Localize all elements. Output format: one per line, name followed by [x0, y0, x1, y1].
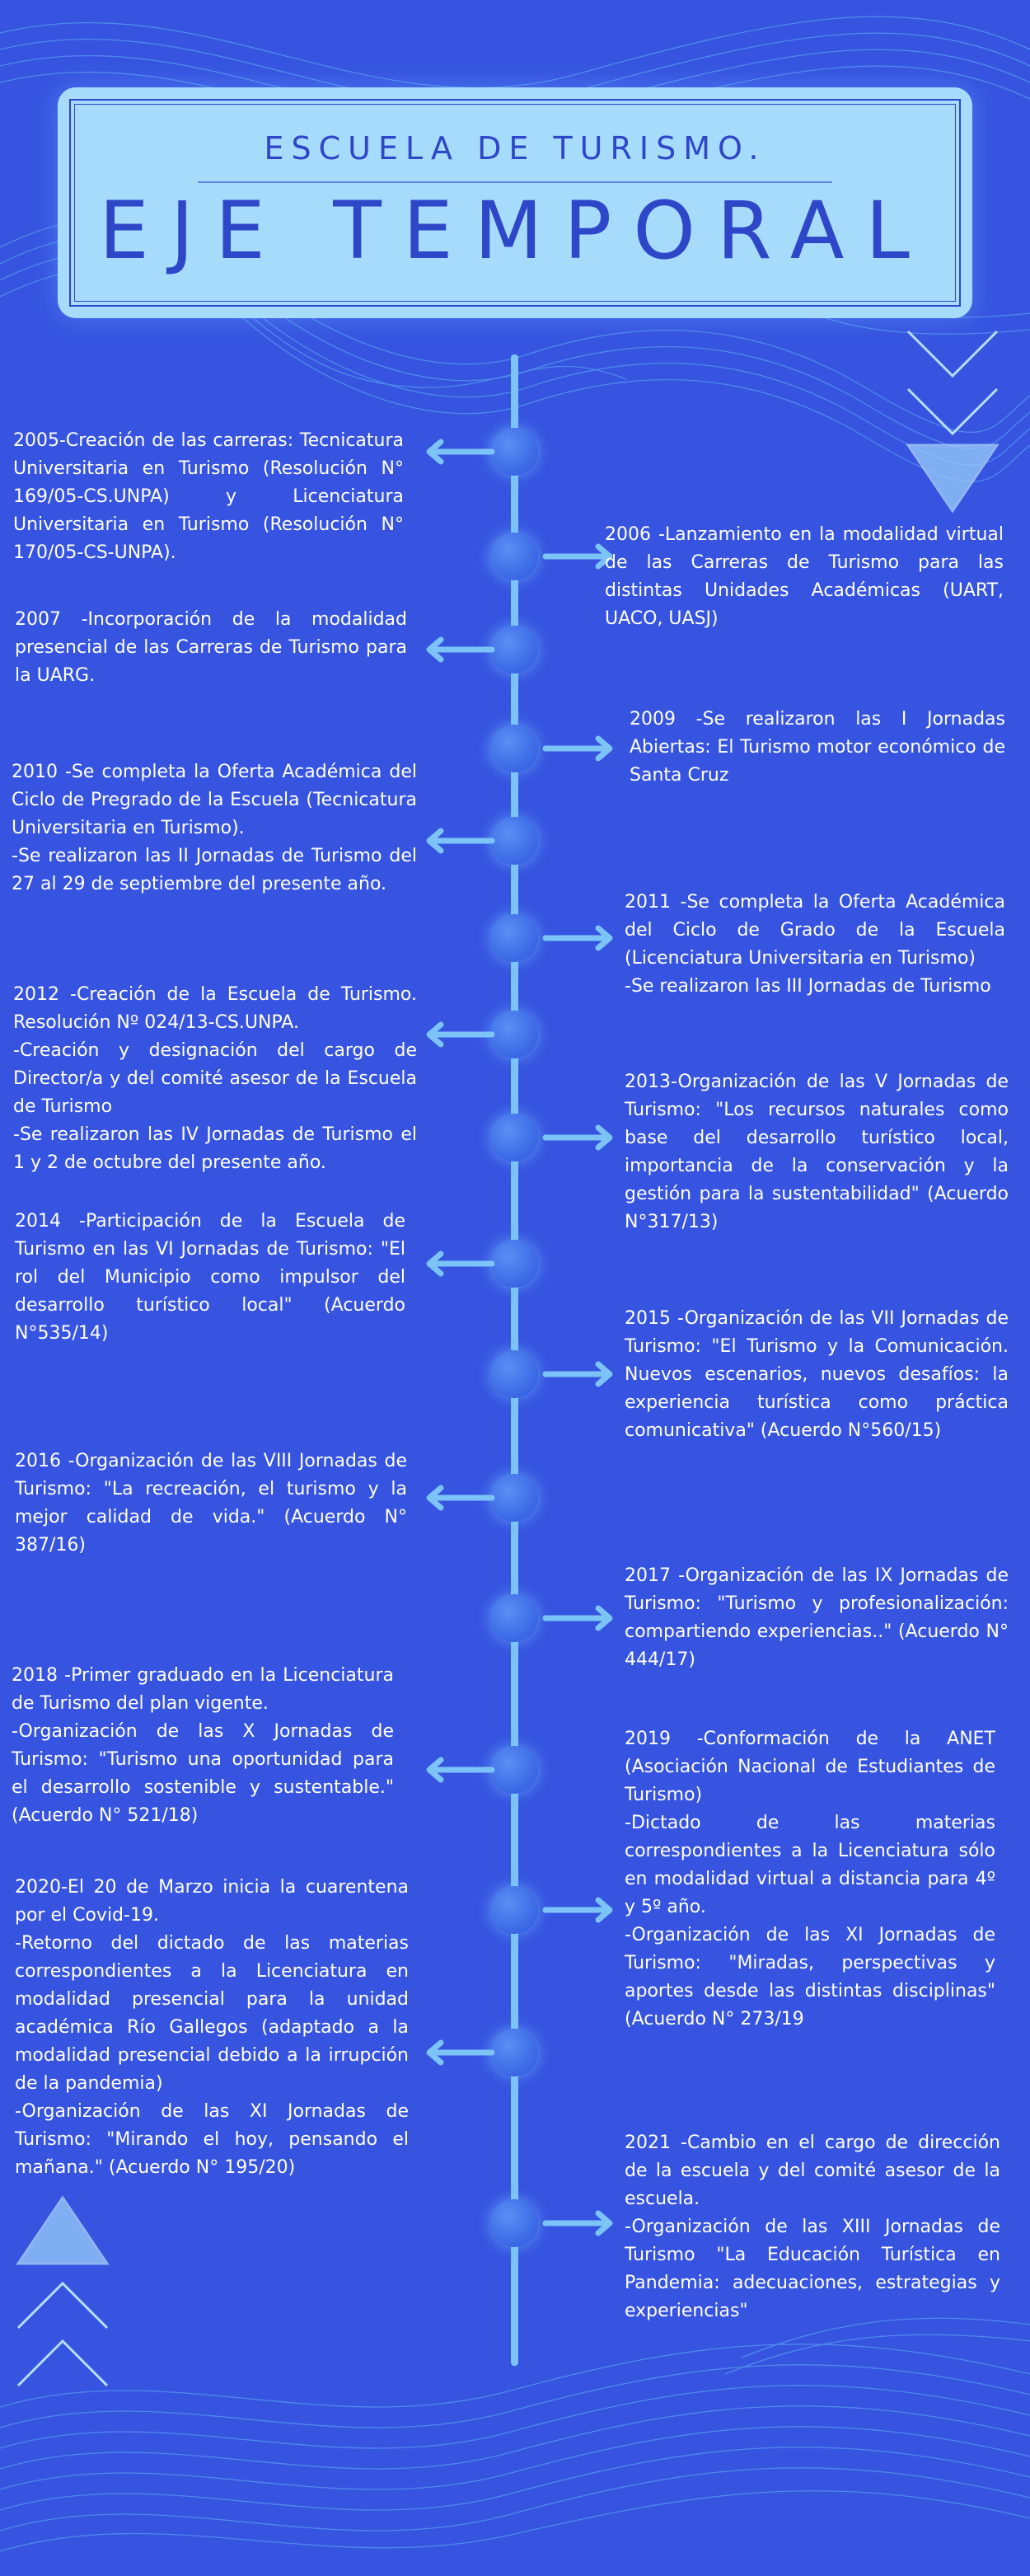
arrow-left-icon: [416, 824, 499, 857]
arrow-right-icon: [541, 2207, 623, 2240]
timeline-entry-right: 2017 -Organización de las IX Jornadas de Turismo: "Turismo y profesionalización: compartiendo experiencias.." (Acuerdo N° 444/17): [625, 1565, 1009, 1670]
timeline-node: [490, 1886, 538, 1934]
timeline-entry-left: 2005-Creación de las carreras: Tecnicatura Universitaria en Turismo (Resolución N° 169/05-CS.UNPA) y Licenciatura Universitaria en Turismo (Resolución N° 170/05-CS-UNPA).: [13, 430, 404, 563]
arrow-left-icon: [416, 1753, 499, 1786]
arrow-left-icon: [416, 1481, 499, 1514]
timeline-node: [490, 725, 538, 772]
arrow-left-icon: [416, 633, 499, 666]
arrow-right-icon: [541, 1121, 623, 1154]
timeline-entry-left: 2012 -Creación de la Escuela de Turismo. Resolución Nº 024/13-CS.UNPA. -Creación y designación del cargo de Director/a y del comité asesor de la Escuela de Turismo -Se realizaron las IV Jornadas de Turismo el 1 y 2 de octubre del presente año.: [13, 984, 417, 1173]
timeline-entry-left: 2010 -Se completa la Oferta Académica del Ciclo de Pregrado de la Escuela (Tecnicatura Universitaria en Turismo). -Se realizaron las II Jornadas de Turismo del 27 al 29 de septiembre del presente año.: [12, 762, 417, 894]
timeline-entry-right: 2019 -Conformación de la ANET (Asociación Nacional de Estudiantes de Turismo) -Dictado de las materias correspondientes a la Licenciatura sólo en modalidad virtual a distancia para 4º y 5º año. -Organización de las XI Jornadas de Turismo: "Miradas, perspectivas y aportes desde las distintas disciplinas" (Acuerdo N° 273/19: [625, 1729, 995, 2029]
timeline-entry-right: 2011 -Se completa la Oferta Académica del Ciclo de Grado de la Escuela (Licenciatura Universitaria en Turismo) -Se realizaron las III Jornadas de Turismo: [625, 892, 1005, 997]
arrow-left-icon: [416, 435, 499, 468]
chevron-up-icon: [18, 2198, 107, 2386]
arrow-right-icon: [541, 1602, 623, 1635]
arrow-right-icon: [541, 922, 623, 955]
timeline-entry-left: 2016 -Organización de las VIII Jornadas de Turismo: "La recreación, el turismo y la mejor calidad de vida." (Acuerdo N° 387/16): [15, 1451, 407, 1555]
timeline-node: [490, 1594, 538, 1642]
arrow-left-icon: [416, 1247, 499, 1280]
arrow-left-icon: [416, 2036, 499, 2069]
timeline-entry-left: 2007 -Incorporación de la modalidad presencial de las Carreras de Turismo para la UARG.: [15, 609, 407, 686]
timeline-entry-right: 2009 -Se realizaron las I Jornadas Abiertas: El Turismo motor económico de Santa Cruz: [630, 709, 1005, 786]
timeline-node: [490, 2199, 538, 2247]
timeline-entry-left: 2018 -Primer graduado en la Licenciatura de Turismo del plan vigente. -Organización de las X Jornadas de Turismo: "Turismo una oportunidad para el desarrollo sostenible y sustentable." (Acuerdo N° 521/18): [12, 1665, 394, 1826]
header-divider: [198, 181, 832, 183]
timeline-entry-right: 2015 -Organización de las VII Jornadas de Turismo: "El Turismo y la Comunicación. Nuevos escenarios, nuevos desafíos: la experiencia turística como práctica comunicativa" (Acuerdo N°560/15): [625, 1308, 1009, 1441]
header-banner: [58, 87, 972, 318]
page-title: EJE TEMPORAL: [99, 185, 931, 277]
timeline-entry-left: 2020-El 20 de Marzo inicia la cuarentena por el Covid-19. -Retorno del dictado de las materias correspondientes a la Licenciatura en modalidad presencial para la unidad académica Río Gallegos (adaptado a la modalidad presencial debido a la irrupción de la pandemia) -Organización de las XI Jornadas de Turismo: "Mirando el hoy, pensando el mañana." (Acuerdo N° 195/20): [15, 1877, 409, 2178]
chevron-down-icon: [908, 331, 997, 511]
arrow-right-icon: [541, 1358, 623, 1391]
arrow-left-icon: [416, 1018, 499, 1051]
timeline-entry-right: 2021 -Cambio en el cargo de dirección de la escuela y del comité asesor de la escuela. -Organización de las XIII Jornadas de Turismo "La Educación Turística en Pandemia: adecuaciones, estrategias y experiencias": [625, 2133, 1000, 2321]
timeline-entry-left: 2014 -Participación de la Escuela de Turismo en las VI Jornadas de Turismo: "El rol del Municipio como impulsor del desarrollo turístico local" (Acuerdo N°535/14): [15, 1211, 405, 1344]
arrow-right-icon: [541, 732, 623, 765]
header-subtitle: ESCUELA DE TURISMO.: [264, 130, 766, 167]
timeline-node: [490, 1350, 538, 1398]
timeline-node: [490, 1114, 538, 1161]
timeline-node: [490, 914, 538, 962]
timeline-entry-right: 2013-Organización de las V Jornadas de Turismo: "Los recursos naturales como base del desarrollo turístico local, importancia de la conservación y la gestión para la sustentabilidad" (Acuerdo N°317/13): [625, 1072, 1009, 1232]
arrow-right-icon: [541, 1893, 623, 1926]
timeline-node: [490, 533, 538, 580]
timeline-entry-right: 2006 -Lanzamiento en la modalidad virtual de las Carreras de Turismo para las distintas Unidades Académicas (UART, UACO, UASJ): [605, 524, 1004, 629]
